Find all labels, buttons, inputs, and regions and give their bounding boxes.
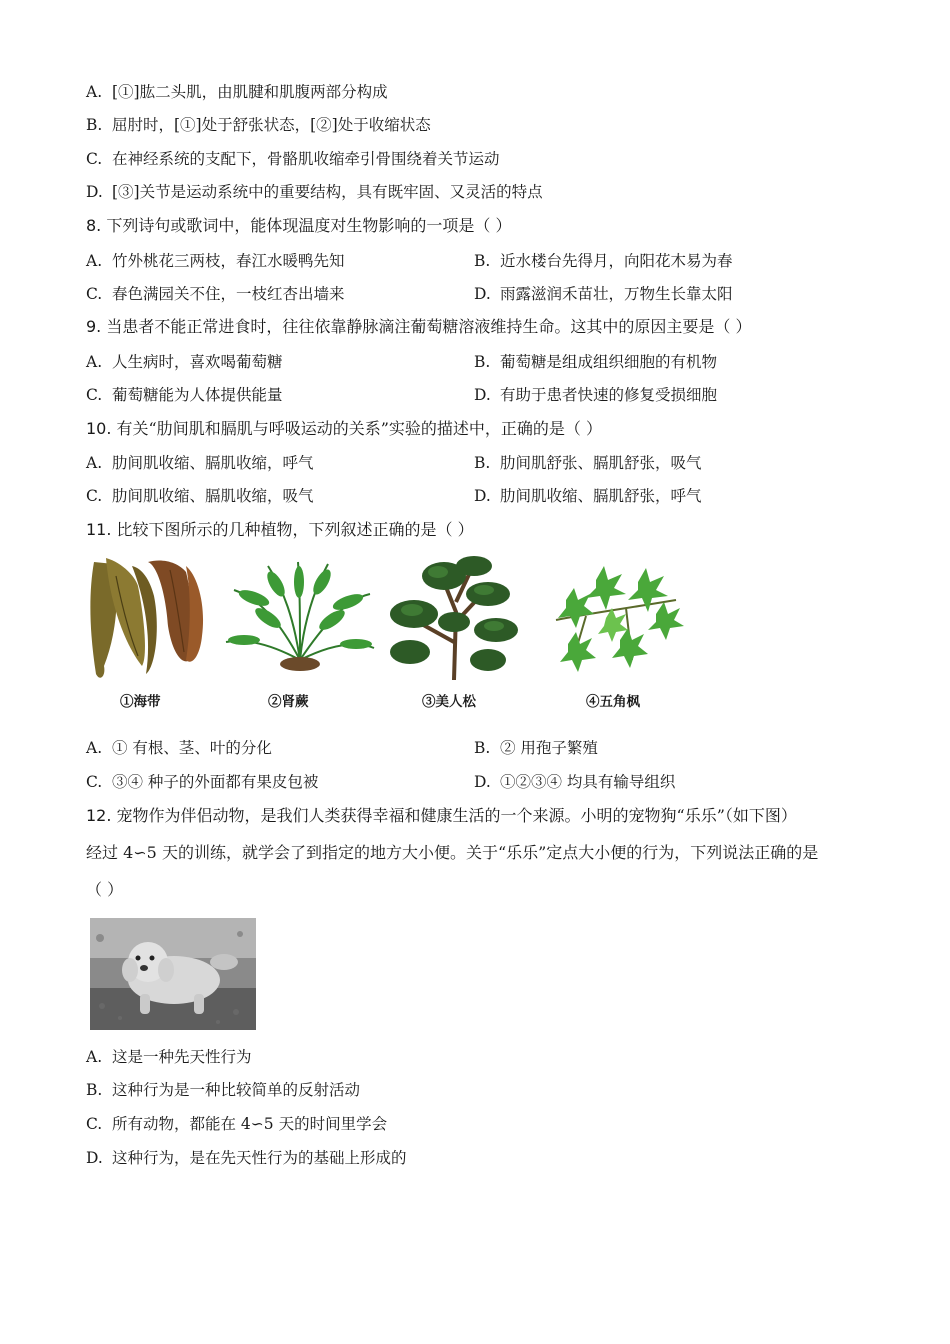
- q10-stem: 10. 有关“肋间肌和膈肌与呼吸运动的关系”实验的描述中，正确的是（ ）: [86, 419, 602, 438]
- q11-option-a: A. ① 有根、茎、叶的分化: [86, 739, 272, 757]
- maple-image: [546, 560, 684, 678]
- q11-option-d: D. ①②③④ 均具有输导组织: [474, 773, 676, 791]
- q7-option-b: B. 屈肘时，[①]处于舒张状态，[②]处于收缩状态: [86, 116, 431, 134]
- q10-option-d: D. 肋间肌收缩、膈肌舒张，呼气: [474, 487, 702, 505]
- q8-option-a: A. 竹外桃花三两枝，春江水暖鸭先知: [86, 252, 345, 270]
- q12-stem-line3: （ ）: [86, 880, 124, 899]
- caption-pine: ③美人松: [422, 694, 476, 710]
- pine-image: [384, 552, 526, 682]
- q9-option-b: B. 葡萄糖是组成组织细胞的有机物: [474, 353, 718, 371]
- q12-stem-line2: 经过 4∽5 天的训练，就学会了到指定的地方大小便。关于“乐乐”定点大小便的行为，下列说法正确的是: [86, 843, 819, 862]
- q8-option-d: D. 雨露滋润禾苗壮，万物生长靠太阳: [474, 285, 733, 303]
- q8-option-b: B. 近水楼台先得月，向阳花木易为春: [474, 252, 733, 270]
- q12-option-b: B. 这种行为是一种比较简单的反射活动: [86, 1081, 361, 1099]
- q11-option-c: C. ③④ 种子的外面都有果皮包被: [86, 773, 319, 791]
- fern-image: [224, 560, 376, 674]
- q12-stem-line1: 12. 宠物作为伴侣动物，是我们人类获得幸福和健康生活的一个来源。小明的宠物狗“乐乐”（如下图）: [86, 806, 797, 825]
- q9-option-a: A. 人生病时，喜欢喝葡萄糖: [86, 353, 283, 371]
- q7-option-c: C. 在神经系统的支配下，骨骼肌收缩牵引骨围绕着关节运动: [86, 150, 500, 168]
- q12-option-c: C. 所有动物，都能在 4∽5 天的时间里学会: [86, 1115, 388, 1133]
- q9-option-d: D. 有助于患者快速的修复受损细胞: [474, 386, 718, 404]
- q10-option-a: A. 肋间肌收缩、膈肌收缩，呼气: [86, 454, 314, 472]
- q7-option-a: A. [①]肱二头肌，由肌腱和肌腹两部分构成: [86, 83, 388, 101]
- caption-maple: ④五角枫: [586, 694, 640, 710]
- caption-fern: ②肾蕨: [268, 694, 309, 710]
- q8-stem: 8. 下列诗句或歌词中，能体现温度对生物影响的一项是（ ）: [86, 216, 512, 235]
- caption-kelp: ①海带: [120, 694, 161, 710]
- q7-option-d: D. [③]关节是运动系统中的重要结构，具有既牢固、又灵活的特点: [86, 183, 543, 201]
- q12-option-a: A. 这是一种先天性行为: [86, 1048, 252, 1066]
- q10-option-c: C. 肋间肌收缩、膈肌收缩，吸气: [86, 487, 314, 505]
- q9-stem: 9. 当患者不能正常进食时，往往依靠静脉滴注葡萄糖溶液维持生命。这其中的原因主要是（ ）: [86, 317, 752, 336]
- kelp-image: [86, 556, 210, 684]
- q10-option-b: B. 肋间肌舒张、膈肌舒张，吸气: [474, 454, 702, 472]
- q8-option-c: C. 春色满园关不住，一枝红杏出墙来: [86, 285, 345, 303]
- q12-option-d: D. 这种行为，是在先天性行为的基础上形成的: [86, 1149, 407, 1167]
- q11-option-b: B. ② 用孢子繁殖: [474, 739, 598, 757]
- q11-stem: 11. 比较下图所示的几种植物，下列叙述正确的是（ ）: [86, 520, 474, 539]
- q9-option-c: C. 葡萄糖能为人体提供能量: [86, 386, 283, 404]
- dog-photo: [90, 918, 256, 1030]
